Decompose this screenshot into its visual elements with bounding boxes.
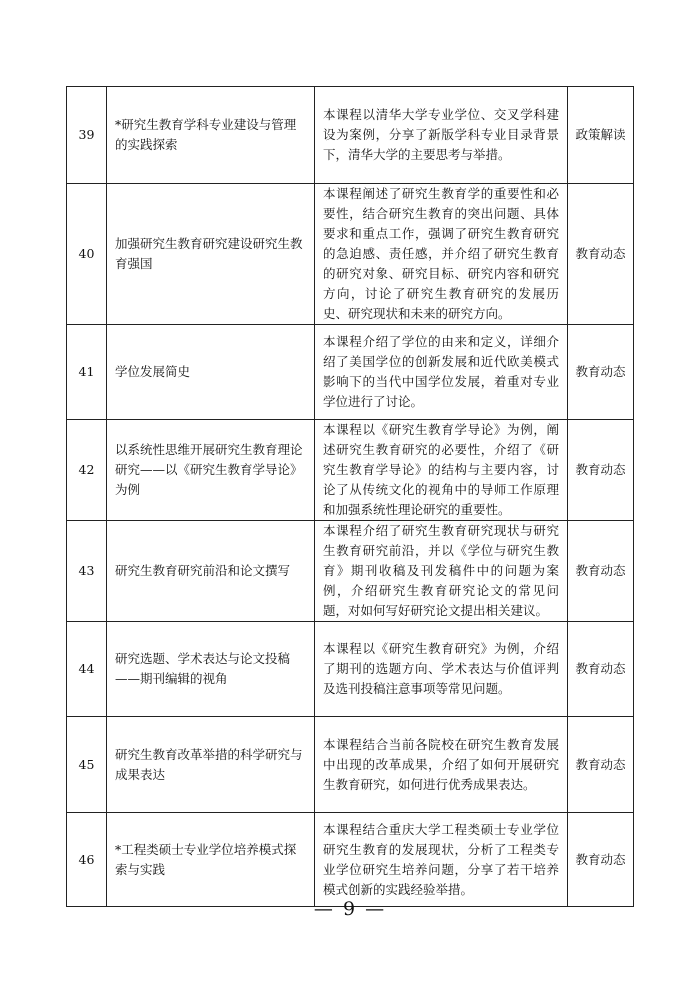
course-description: 本课程介绍了研究生教育研究现状与研究生教育研究前沿，并以《学位与研究生教育》期刊收稿及刊发稿件中的问题为案例，介绍研究生教育研究论文的常见问题，对如何写好研究论文提出相关建议。 [315, 521, 568, 622]
row-number: 43 [67, 521, 107, 622]
course-name: *研究生教育学科专业建设与管理的实践探索 [107, 87, 315, 184]
table-row [67, 622, 634, 717]
table-row [67, 813, 634, 907]
table-row [67, 521, 634, 622]
course-description: 本课程以清华大学专业学位、交叉学科建设为案例，分享了新版学科专业目录背景下，清华大学的主要思考与举措。 [315, 87, 568, 184]
course-name: 研究生教育改革举措的科学研究与成果表达 [107, 717, 315, 813]
course-name: *工程类硕士专业学位培养模式探索与实践 [107, 813, 315, 907]
course-category: 教育动态 [568, 521, 634, 622]
course-name: 研究选题、学术表达与论文投稿——期刊编辑的视角 [107, 622, 315, 717]
course-name: 研究生教育研究前沿和论文撰写 [107, 521, 315, 622]
row-number: 45 [67, 717, 107, 813]
page-number: — 9 — [313, 898, 387, 920]
course-table [66, 86, 634, 907]
course-category: 政策解读 [568, 87, 634, 184]
table-row [67, 717, 634, 813]
course-description: 本课程结合当前各院校在研究生教育发展中出现的改革成果，介绍了如何开展研究生教育研究，如何进行优秀成果表达。 [315, 717, 568, 813]
course-description: 本课程阐述了研究生教育学的重要性和必要性，结合研究生教育的突出问题、具体要求和重点工作，强调了研究生教育研究的急迫感、责任感，并介绍了研究生教育的研究对象、研究目标、研究内容和研究方向，讨论了研究生教育研究的发展历史、研究现状和未来的研究方向。 [315, 184, 568, 325]
table-row [67, 87, 634, 184]
course-description: 本课程以《研究生教育学导论》为例，阐述研究生教育研究的必要性，介绍了《研究生教育学导论》的结构与主要内容，讨论了从传统文化的视角中的导师工作原理和加强系统性理论研究的重要性。 [315, 420, 568, 521]
table-row [67, 184, 634, 325]
table-row [67, 325, 634, 420]
row-number: 42 [67, 420, 107, 521]
row-number: 39 [67, 87, 107, 184]
course-description: 本课程以《研究生教育研究》为例，介绍了期刊的选题方向、学术表达与价值评判及选刊投稿注意事项等常见问题。 [315, 622, 568, 717]
course-category: 教育动态 [568, 325, 634, 420]
row-number: 44 [67, 622, 107, 717]
row-number: 41 [67, 325, 107, 420]
course-description: 本课程结合重庆大学工程类硕士专业学位研究生教育的发展现状，分析了工程类专业学位研究生培养问题，分享了若干培养模式创新的实践经验举措。 [315, 813, 568, 907]
course-category: 教育动态 [568, 184, 634, 325]
course-name: 以系统性思维开展研究生教育理论研究——以《研究生教育学导论》为例 [107, 420, 315, 521]
course-description: 本课程介绍了学位的由来和定义，详细介绍了美国学位的创新发展和近代欧美模式影响下的当代中国学位发展，着重对专业学位进行了讨论。 [315, 325, 568, 420]
course-category: 教育动态 [568, 717, 634, 813]
course-category: 教育动态 [568, 622, 634, 717]
course-name: 加强研究生教育研究建设研究生教育强国 [107, 184, 315, 325]
table-row [67, 420, 634, 521]
course-name: 学位发展简史 [107, 325, 315, 420]
course-category: 教育动态 [568, 813, 634, 907]
row-number: 46 [67, 813, 107, 907]
course-category: 教育动态 [568, 420, 634, 521]
row-number: 40 [67, 184, 107, 325]
